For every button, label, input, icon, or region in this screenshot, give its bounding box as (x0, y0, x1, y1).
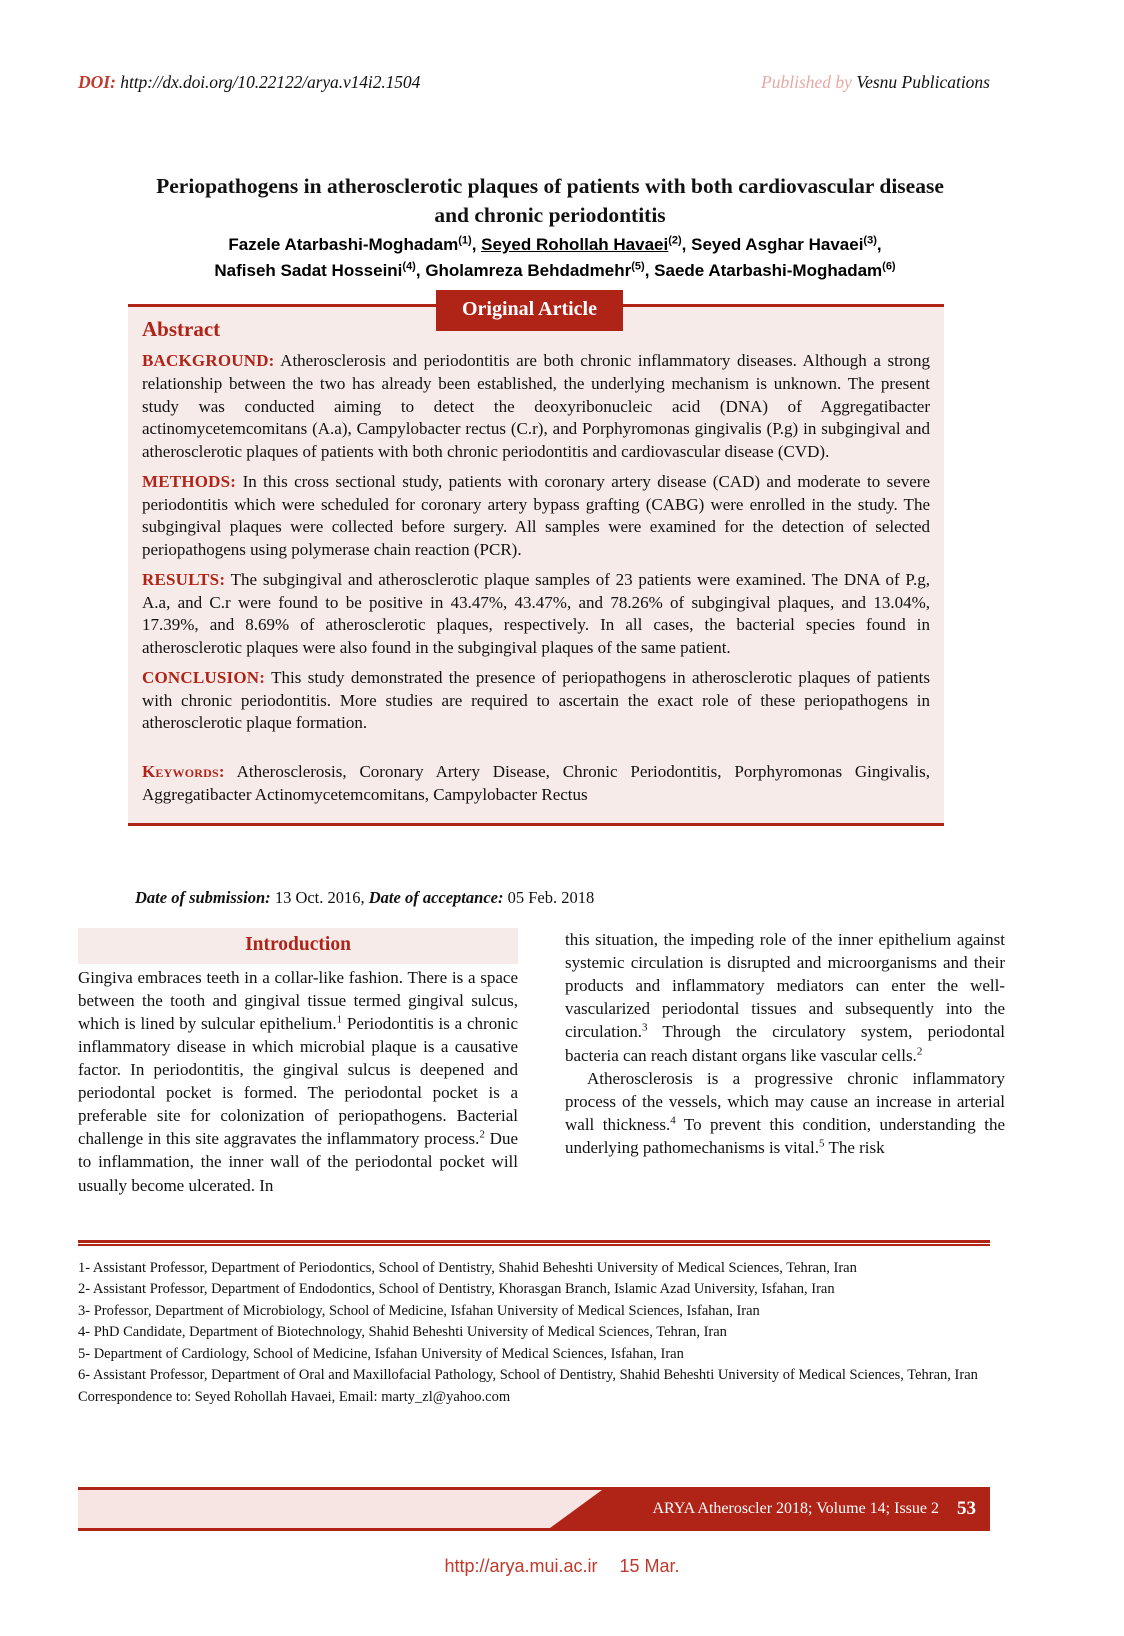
abstract-conclusion (142, 667, 930, 735)
intro-text-1: Gingiva embraces teeth in a collar-like fashion. There is a space between the tooth and gingival tissue termed gingival sulcus, which is lined by sulcular epithelium. (78, 967, 518, 1033)
intro-text-7: To prevent this condition, understanding the underlying pathomechanisms is vital. (565, 1114, 1005, 1157)
doi-label: DOI: (78, 72, 116, 92)
affiliation-5: 5- Department of Cardiology, School of Medicine, Isfahan University of Medical Sciences, Isfahan, Iran (78, 1345, 684, 1362)
abstract-conclusion-text: This study demonstrated the presence of periopathogens in atherosclerotic plaques of patients with chronic periodontitis. More studies are required to ascertain the exact role of these periopathogens in atherosclerotic plaque formation. (142, 667, 930, 733)
column-left (78, 928, 518, 1197)
footer-url-row (0, 1556, 1124, 1577)
abstract-results-text: The subgingival and atherosclerotic plaque samples of 23 patients were examined. The DNA of P.g, A.a, and C.r were found to be positive in 43.47%, 43.47%, and 78.26% of subgingival plaques, and 13.04%, 17.39%, and 8.69% of atherosclerotic plaques, respectively. In all cases, the bacterial species found in atherosclerotic plaques were also found in the subgingival plaques of the same patient. (142, 569, 930, 658)
date-of-submission-label: Date of submission: (135, 888, 271, 907)
date-of-acceptance-value: 05 Feb. 2018 (503, 888, 595, 907)
author-3: Seyed Asghar Havaei (691, 235, 864, 254)
intro-text-4: this situation, the impeding role of the inner epithelium against systemic circulation is disrupted and microorganisms and their products and inflammatory mediators can enter the well-vascularized periodontal tissues and subsequently into the circulation. (565, 930, 1005, 1042)
abstract-methods-text: In this cross sectional study, patients with coronary artery disease (CAD) and moderate to severe periodontitis which were scheduled for coronary artery bypass grafting (CABG) were enrolled in the study. The subgingival plaques were collected before surgery. All samples were examined for the detection of selected periopathogens using polymerase chain reaction (PCR). (142, 471, 930, 560)
affiliation-4: 4- PhD Candidate, Department of Biotechnology, Shahid Beheshti University of Medical Sciences, Tehran, Iran (78, 1324, 727, 1341)
author-5-affil: (5) (631, 259, 645, 272)
abstract-results (142, 569, 930, 660)
issue-date: 15 Mar. (619, 1556, 680, 1576)
doi-link[interactable]: http://dx.doi.org/10.22122/arya.v14i2.1504 (120, 72, 421, 92)
abstract-results-label: RESULTS: (142, 569, 226, 589)
intro-paragraph-left (78, 966, 518, 1197)
submission-dates (135, 888, 594, 908)
abstract-methods (142, 471, 930, 562)
atherosclerosis-paragraph (565, 1067, 1005, 1159)
date-of-submission-value: 13 Oct. 2016, (270, 888, 369, 907)
column-right (565, 928, 1005, 1159)
footer-band-text (652, 1490, 976, 1528)
correspondence-line: Correspondence to: Seyed Rohollah Havaei, Email: marty_zl@yahoo.com (78, 1388, 511, 1405)
intro-text-5: Through the circulatory system, periodontal bacteria can reach distant organs like vascular cells. (565, 1022, 1005, 1065)
footnote-divider (78, 1240, 990, 1246)
affiliation-3: 3- Professor, Department of Microbiology, School of Medicine, Isfahan University of Medical Sciences, Isfahan, Iran (78, 1302, 760, 1319)
abstract-background (142, 350, 930, 464)
intro-text-6: Atherosclerosis is a progressive chronic inflammatory process of the vessels, which may cause an increase in arterial wall thickness. (565, 1068, 1005, 1134)
page-title: Periopathogens in atherosclerotic plaques of patients with both cardiovascular disease and chronic periodontitis (156, 174, 944, 228)
date-of-acceptance-label: Date of acceptance: (368, 888, 504, 907)
citation-3: 3 (641, 1021, 648, 1034)
author-3-affil: (3) (863, 234, 877, 247)
abstract-background-text: Atherosclerosis and periodontitis are both chronic inflammatory diseases. Although a strong relationship between the two has already been established, the underlying mechanism is unknown. The present study was conducted aiming to detect the deoxyribonucleic acid (DNA) of Aggregatibacter actinomycetemcomitans (A.a), Campylobacter rectus (C.r), and Porphyromonas gingivalis (P.g) in subgingival and atherosclerotic plaques of patients with both chronic periodontitis and cardiovascular disease (CVD). (142, 351, 930, 462)
author-2-affil: (2) (668, 234, 682, 247)
abstract-background-label: BACKGROUND: (142, 351, 275, 370)
author-4-affil: (4) (402, 259, 416, 272)
author-1-affil: (1) (458, 234, 472, 247)
published-by-label: Published by (761, 72, 852, 92)
journal-url[interactable]: http://arya.mui.ac.ir (444, 1556, 598, 1576)
author-list: Fazele Atarbashi-Moghadam$^{(1)}$, Seyed Rohollah Havaei$^{(2)}$, Seyed Asghar Havaei$^{(3)}$, Nafiseh Sadat Hosseini$^{(4)}$, Gholamreza Behdadmehr$^{(5)}$, Saede Atarbashi-Moghadam$^{(6)}$ (214, 234, 896, 280)
abstract-methods-label: METHODS: (142, 471, 237, 491)
intro-text-8: The risk (824, 1137, 885, 1157)
abstract-section (128, 298, 944, 826)
footer-rule-bottom (78, 1528, 990, 1531)
abstract-conclusion-label: CONCLUSION: (142, 667, 266, 687)
section-heading-introduction: Introduction (78, 928, 518, 964)
affiliation-2: 2- Assistant Professor, Department of Endodontics, School of Dentistry, Khorasgan Branch, Islamic Azad University, Isfahan, Iran (78, 1281, 835, 1298)
citation-4: 4 (670, 1114, 676, 1127)
journal-reference: ARYA Atheroscler 2018; Volume 14; Issue 2 (652, 1500, 939, 1517)
abstract-heading: Abstract (142, 317, 221, 341)
citation-5: 5 (819, 1137, 825, 1150)
author-4: Nafiseh Sadat Hosseini (214, 260, 403, 280)
author-5: Gholamreza Behdadmehr (425, 260, 632, 280)
affiliation-1: 1- Assistant Professor, Department of Periodontics, School of Dentistry, Shahid Beheshti University of Medical Sciences, Tehran, Iran (78, 1260, 857, 1276)
keywords-label: Keywords: (142, 762, 225, 782)
author-2: Seyed Rohollah Havaei (481, 235, 669, 254)
header-row (78, 72, 990, 93)
citation-2b: 2 (916, 1044, 923, 1057)
keywords-text: Atherosclerosis, Coronary Artery Disease, Chronic Periodontitis, Porphyromonas Gingivalis, Aggregatibacter Actinomycetemcomitans, Campylobacter Rectus (142, 762, 930, 805)
doi-block (78, 72, 420, 93)
affiliations-list (78, 1258, 990, 1408)
publisher-block (761, 72, 990, 93)
intro-text-2: Periodontitis is a chronic inflammatory disease in which microbial plaque is a causative factor. In periodontitis, the gingival sulcus is deepened and periodontal pocket is formed. The periodontal pocket is a preferable site for colonization of periopathogens. Bacterial challenge in this site aggravates the inflammatory process. (78, 1013, 518, 1149)
citation-2: 2 (479, 1128, 485, 1141)
publisher-name: Vesnu Publications (856, 72, 990, 92)
intro-paragraph-right (565, 928, 1005, 1067)
affiliation-6: 6- Assistant Professor, Department of Oral and Maxillofacial Pathology, School of Dentistry, Shahid Beheshti University of Medical Sciences, Tehran, Iran (78, 1367, 978, 1384)
author-1: Fazele Atarbashi-Moghadam (228, 235, 459, 254)
article-type-badge: Original Article (436, 290, 623, 331)
author-6: Saede Atarbashi-Moghadam (654, 260, 883, 280)
page-number: 53 (957, 1498, 976, 1519)
author-6-affil: (6) (882, 259, 896, 272)
footer-banner (78, 1490, 990, 1528)
citation-1: 1 (336, 1013, 343, 1026)
intro-text-3: Due to inflammation, the inner wall of the periodontal pocket will usually become ulcerated. In (78, 1129, 519, 1195)
keywords-row (142, 761, 930, 807)
abstract-box (128, 304, 944, 826)
